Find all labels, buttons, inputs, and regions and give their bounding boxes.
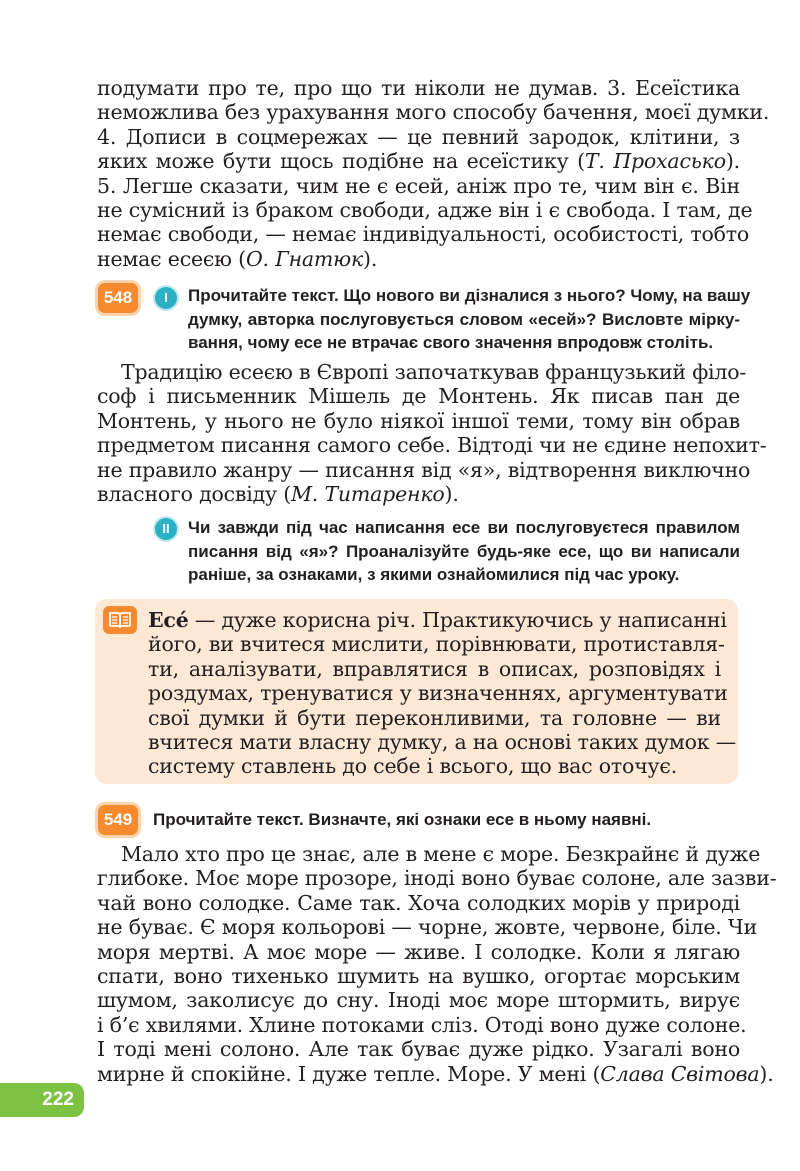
level-badge: II: [155, 518, 177, 540]
author-name: М. Титаренко: [291, 482, 445, 507]
text-line: немає есеєю (О. Гнатюк).: [97, 246, 378, 271]
text-line: 4. Дописи в соцмережах — це певний зародок, клітини, з: [97, 124, 740, 149]
text-line: Есе́ — дуже корисна річ. Практикуючись у написанні: [148, 608, 727, 632]
text-line: спати, воно тихенько шумить на вушко, огортає морським: [97, 964, 740, 989]
text-line: Прочитайте текст. Визначте, які ознаки есе в ньому наявні.: [153, 810, 652, 829]
author-name: Т. Прохасько: [584, 149, 726, 174]
exercise-number-badge: 549: [98, 805, 138, 835]
page-number: 222: [0, 1083, 84, 1117]
text-line: власного досвіду (М. Титаренко).: [97, 482, 459, 507]
text-line: вчитеся мати власну думку, а на основі таких думок —: [148, 730, 736, 755]
text-line: Монтень, у нього не було ніякої іншої теми, тому він обрав: [97, 408, 740, 433]
text-line: роздумах, тренуватися у визначеннях, аргументувати: [148, 681, 728, 706]
text-line: соф і письменник Мішель де Монтень. Як писав пан де: [97, 384, 740, 409]
text-line: Чи завжди під час написання есе ви послуговуєтеся правилом: [188, 518, 740, 537]
term: Есе́: [148, 608, 189, 632]
text-line: чай воно солодке. Саме так. Хоча солодких морів у природі: [97, 890, 740, 915]
text-line: Прочитайте текст. Що нового ви дізналися з нього? Чому, на вашу: [188, 286, 751, 305]
text-line: його, ви вчитеся мислити, порівнювати, протиставля-: [148, 632, 725, 657]
author-name: Слава Світова: [600, 1061, 760, 1086]
text-line: і б’є хвилями. Хлине потоками сліз. Отоді воно дуже солоне.: [97, 1012, 747, 1037]
text-line: не буває. Є моря кольорові — чорне, жовте, червоне, біле. Чи: [97, 915, 758, 940]
text-line: подумати про те, про що ти ніколи не думав. 3. Есеїстика: [97, 76, 740, 100]
text-line: моря мертві. А моє море — живе. І солодке. Коли я лягаю: [97, 939, 740, 964]
reading-text: [97, 360, 767, 507]
text-line: вання, чому есе не втрачає свого значення впродовж століть.: [188, 333, 714, 352]
text-line: систему ставлень до себе і всього, що вас оточує.: [148, 754, 678, 779]
text-line: писання від «я»? Проаналізуйте будь-яке есе, що ви написали: [188, 541, 740, 561]
text-line: І тоді мені солоно. Але так буває дуже рідко. Узагалі воно: [97, 1037, 740, 1062]
text-line: думку, авторка послуговується словом «есей»? Висловте мірку-: [188, 309, 740, 329]
task-instruction: [188, 284, 751, 355]
text-line: не сумісний із браком свободи, адже він і є свобода. І там, де: [97, 198, 753, 223]
text-line: шумом, заколисує до сну. Іноді моє море штормить, вирує: [97, 988, 740, 1013]
task-instruction: [188, 516, 740, 587]
text-line: неможлива без урахування мого способу бачення, моєї думки.: [97, 100, 770, 125]
text-line: немає свободи, — немає індивідуальності, особистості, тобто: [97, 222, 750, 247]
reading-text: [97, 842, 777, 1086]
text-line: раніше, за ознаками, з якими ознайомилися під час уроку.: [188, 565, 680, 584]
author-name: О. Гнатюк: [245, 246, 364, 271]
book-icon: [103, 606, 137, 634]
exercise-number-badge: 548: [98, 283, 138, 313]
text-line: Традицію есеєю в Європі започаткував французький філо-: [121, 360, 747, 384]
note-text: [148, 608, 736, 779]
text-line: свої думки й бути переконливими, та головне — ви: [148, 705, 721, 730]
text-line: яких може бути щось подібне на есеїстику (Т. Прохасько).: [97, 149, 740, 174]
text-line: ти, аналізувати, вправлятися в описах, розповідях і: [148, 656, 721, 681]
task-instruction: [153, 808, 740, 832]
text-line: не правило жанру — писання від «я», відтворення виключно: [97, 457, 751, 482]
text-line: 5. Легше сказати, чим не є есей, аніж про те, чим він є. Він: [97, 173, 740, 198]
text-line: мирне й спокійне. І дуже тепле. Море. У мені (Слава Світова).: [97, 1061, 774, 1086]
level-badge: I: [155, 287, 177, 309]
text-line: глибоке. Моє море прозоре, іноді воно буває солоне, але зазви-: [97, 866, 777, 891]
text-line: Мало хто про це знає, але в мене є море. Безкрайнє й дуже: [121, 842, 761, 866]
text-line: предметом писання самого себе. Відтоді чи не єдине непохит-: [97, 433, 767, 458]
intro-paragraph: [97, 76, 770, 271]
